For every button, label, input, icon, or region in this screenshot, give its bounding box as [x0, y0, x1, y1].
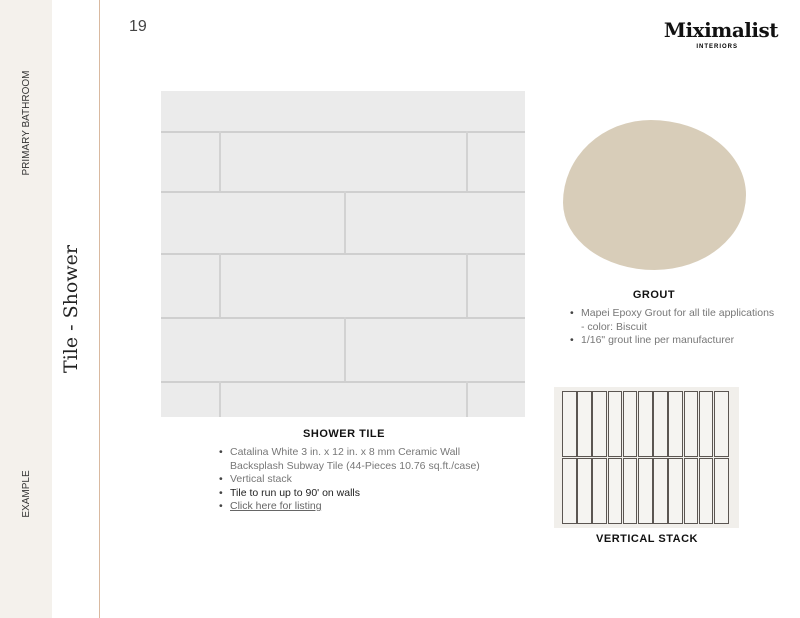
tile-cell	[562, 391, 577, 457]
logo-sub: INTERIORS	[696, 44, 738, 50]
tile-cell	[638, 458, 653, 524]
tile-cell	[668, 458, 683, 524]
pattern-heading: VERTICAL STACK	[596, 533, 698, 545]
page-number: 19	[129, 18, 147, 35]
example-label: EXAMPLE	[21, 470, 32, 518]
shower-tile-heading: SHOWER TILE	[303, 428, 385, 440]
tile-cell	[608, 458, 623, 524]
tile-cell	[714, 391, 729, 457]
logo	[630, 18, 778, 51]
tile-cell	[577, 458, 592, 524]
grout-heading: GROUT	[632, 289, 676, 301]
tile-cell	[668, 391, 683, 457]
tile-cell	[608, 391, 623, 457]
list-item: • Catalina White 3 in. x 12 in. x 8 mm Ceramic Wall Backsplash Subway Tile (44-Pieces 10.76 sq.ft./case)	[219, 446, 494, 473]
list-item: • 1/16" grout line per manufacturer	[570, 334, 775, 348]
tile-cell	[699, 391, 714, 457]
list-item: • Tile to run up to 90' on walls	[219, 487, 494, 501]
tile-cell	[562, 458, 577, 524]
tile-cell	[684, 391, 699, 457]
shower-tile-image	[161, 91, 525, 417]
tile-cell	[592, 458, 607, 524]
vertical-stack-diagram	[554, 387, 739, 528]
tile-cell	[623, 458, 638, 524]
tile-cell	[653, 391, 668, 457]
grout-list	[570, 307, 775, 348]
list-item: • Vertical stack	[219, 473, 494, 487]
tile-cell	[653, 458, 668, 524]
tile-cell	[638, 391, 653, 457]
divider	[99, 0, 100, 618]
tile-cell	[714, 458, 729, 524]
grout-color-swatch	[563, 120, 746, 270]
tile-cell	[577, 391, 592, 457]
tile-cell	[684, 458, 699, 524]
tile-cell	[623, 391, 638, 457]
list-item: • Mapei Epoxy Grout for all tile applications - color: Biscuit	[570, 307, 775, 334]
tile-cell	[699, 458, 714, 524]
tile-cell	[592, 391, 607, 457]
logo-name: Miximalist	[663, 18, 778, 42]
shower-tile-list	[219, 446, 494, 514]
section-label: PRIMARY BATHROOM	[21, 70, 32, 176]
listing-link[interactable]: Click here for listing	[230, 500, 322, 512]
page-title: Tile - Shower	[60, 245, 82, 373]
